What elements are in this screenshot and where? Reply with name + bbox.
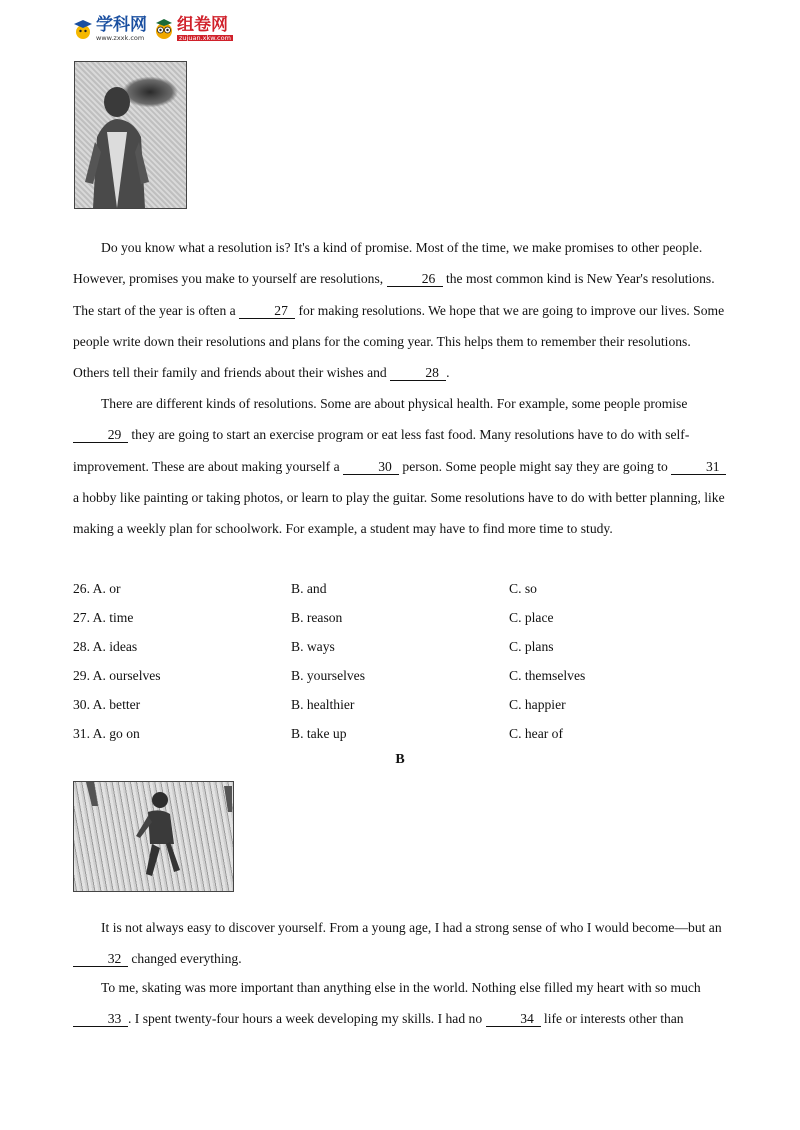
graduation-cap-icon — [72, 18, 94, 40]
blank-29[interactable]: 29 — [73, 427, 128, 443]
blank-28[interactable]: 28 — [390, 365, 446, 381]
option-c[interactable]: C. place — [509, 610, 554, 625]
option-b[interactable]: B. yourselves — [291, 668, 366, 683]
option-a[interactable]: 28. A. ideas — [73, 639, 138, 654]
skater-photo — [73, 781, 234, 892]
passage-a-paragraph-2 — [73, 388, 727, 544]
text: a hobby like painting or taking photos, or learn to play the guitar. Some resolutions have to do with better planning, like making a weekly plan for schoolwork. For example, a student may have to find more time to study. — [73, 489, 725, 537]
option-row-30 — [73, 690, 727, 719]
blank-33[interactable]: 33 — [73, 1011, 128, 1027]
logo-url: zujuan.xkw.com — [179, 33, 231, 42]
blank-34[interactable]: 34 — [486, 1011, 541, 1027]
option-a[interactable]: 31. A. go on — [73, 726, 140, 741]
option-row-28 — [73, 632, 727, 661]
man-photo — [74, 61, 187, 209]
option-b[interactable]: B. healthier — [291, 697, 355, 712]
text: they are going to start an exercise program or eat less fast food. Many resolutions have to do with self-improvement. These are about making yourself a — [73, 427, 690, 474]
header-logos — [72, 12, 233, 46]
option-row-26 — [73, 574, 727, 603]
text: for making resolutions. We hope that we are going to improve our lives. Some people write down their resolutions and plans for the coming year. This helps them to remember their resolutions. Others tell their family and friends about their wishes and — [73, 302, 725, 381]
option-row-31 — [73, 719, 727, 748]
blank-32[interactable]: 32 — [73, 951, 128, 967]
man-figure-image — [75, 62, 186, 208]
text: Do you know what a resolution is? It's a kind of promise. Most of the time, we make promises to other people. However, promises you make to yourself are resolutions, — [73, 240, 703, 287]
text: . — [446, 365, 450, 381]
option-c[interactable]: C. so — [509, 581, 537, 596]
option-row-27 — [73, 603, 727, 632]
text: person. Some people might say they are going to — [399, 458, 672, 474]
option-b[interactable]: B. reason — [291, 610, 343, 625]
option-b[interactable]: B. ways — [291, 639, 335, 654]
option-a[interactable]: 29. A. ourselves — [73, 668, 161, 683]
blank-30[interactable]: 30 — [343, 459, 399, 475]
passage-a-paragraph-1 — [73, 232, 727, 388]
option-c[interactable]: C. themselves — [509, 668, 586, 683]
text: It is not always easy to discover yourself. From a young age, I had a strong sense of who I would become—but an — [101, 920, 722, 935]
section-b-heading: B — [395, 752, 405, 767]
option-b[interactable]: B. take up — [291, 726, 347, 741]
passage-b-paragraph-1 — [73, 912, 727, 975]
option-row-29 — [73, 661, 727, 690]
logo-url: www.zxxk.com — [96, 33, 145, 42]
text: the most common kind is New Year's resolutions. The start of the year is often a — [73, 271, 715, 318]
zxxk-logo[interactable] — [72, 14, 147, 42]
option-c[interactable]: C. plans — [509, 639, 554, 654]
logo-name: 组卷网 — [177, 14, 228, 35]
option-c[interactable]: C. hear of — [509, 726, 563, 741]
skater-figure-image — [74, 782, 233, 891]
text: . I spent twenty-four hours a week developing my skills. I had no — [128, 1011, 486, 1027]
blank-26[interactable]: 26 — [387, 271, 443, 287]
option-a[interactable]: 27. A. time — [73, 610, 134, 625]
option-a[interactable]: 26. A. or — [73, 581, 121, 596]
blank-31[interactable]: 31 — [671, 459, 726, 475]
text: To me, skating was more important than anything else in the world. Nothing else filled my heart with so much — [101, 980, 701, 995]
option-c[interactable]: C. happier — [509, 697, 566, 712]
option-b[interactable]: B. and — [291, 581, 327, 596]
zujuan-logo[interactable] — [153, 14, 233, 42]
logo-name: 学科网 — [96, 14, 147, 35]
owl-icon — [153, 18, 175, 40]
option-a[interactable]: 30. A. better — [73, 697, 141, 712]
blank-27[interactable]: 27 — [239, 303, 295, 319]
answer-options — [73, 574, 727, 748]
text: changed everything. — [128, 951, 242, 967]
text: life or interests other than — [540, 1011, 684, 1027]
text: There are different kinds of resolutions. Some are about physical health. For example, some people promise — [101, 396, 688, 411]
passage-b-paragraph-2 — [73, 972, 727, 1035]
